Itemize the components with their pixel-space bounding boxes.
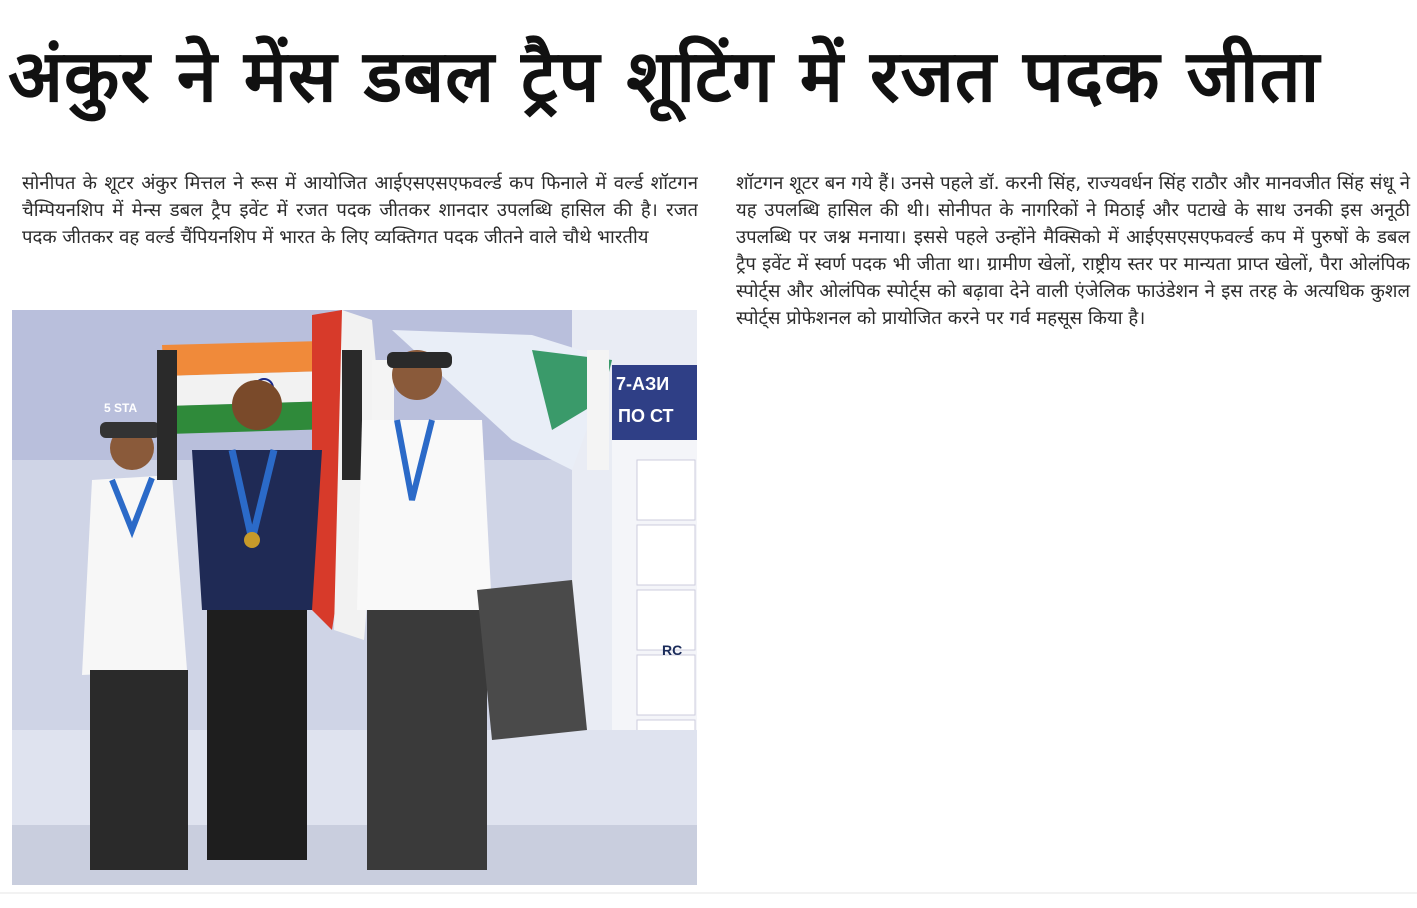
headline: अंकुर ने मेंस डबल ट्रैप शूटिंग में रजत पदक जीता [8, 34, 1321, 118]
podium-photo [12, 310, 697, 885]
backdrop-text-1: 7-АЗИ [616, 374, 670, 394]
backdrop-text-2: ПО СТ [618, 406, 674, 426]
article-column-left: सोनीपत के शूटर अंकुर मित्तल ने रूस में आयोजित आईएसएसएफवर्ल्ड कप फिनाले में वर्ल्ड शॉटगन चैम्पियनशिप में मेन्स डबल ट्रैप इवेंट में रजत पदक जीतकर शानदार उपलब्धि हासिल की है। रजत पदक जीतकर वह वर्ल्ड चैंपियनशिप में भारत के लिए व्यक्तिगत पदक जीतने वाले चौथे भारतीय [22, 173, 698, 248]
backdrop-text-3: 5 STA [104, 401, 138, 415]
article-column-right: शॉटगन शूटर बन गये हैं। उनसे पहले डॉ. करनी सिंह, राज्यवर्धन सिंह राठौर और मानवजीत सिंह संधू ने यह उपलब्धि हासिल की थी। सोनीपत के नागरिकों ने मिठाई और पटाखे के साथ उनकी इस अनूठी उपलब्धि पर जश्न मनाया। इससे पहले उन्होंने मैक्सिको में आईएसएसएफवर्ल्ड कप में पुरुषों के डबल ट्रैप इवेंट में स्वर्ण पदक भी जीता था। ग्रामीण खेलों, राष्ट्रीय स्तर पर मान्यता प्राप्त खेलों, पैरा ओलंपिक स्पोर्ट्स और ओलंपिक स्पोर्ट्स को बढ़ावा देने वाली एंजेलिक फाउंडेशन ने इस तरह के अत्यधिक कुशल स्पोर्ट्स प्रोफेशनल को प्रायोजित करने पर गर्व महसूस किया है। [736, 173, 1410, 329]
sponsor-text-1: RC [662, 642, 683, 658]
photo-illustration [12, 310, 697, 885]
page-divider [0, 892, 1417, 894]
